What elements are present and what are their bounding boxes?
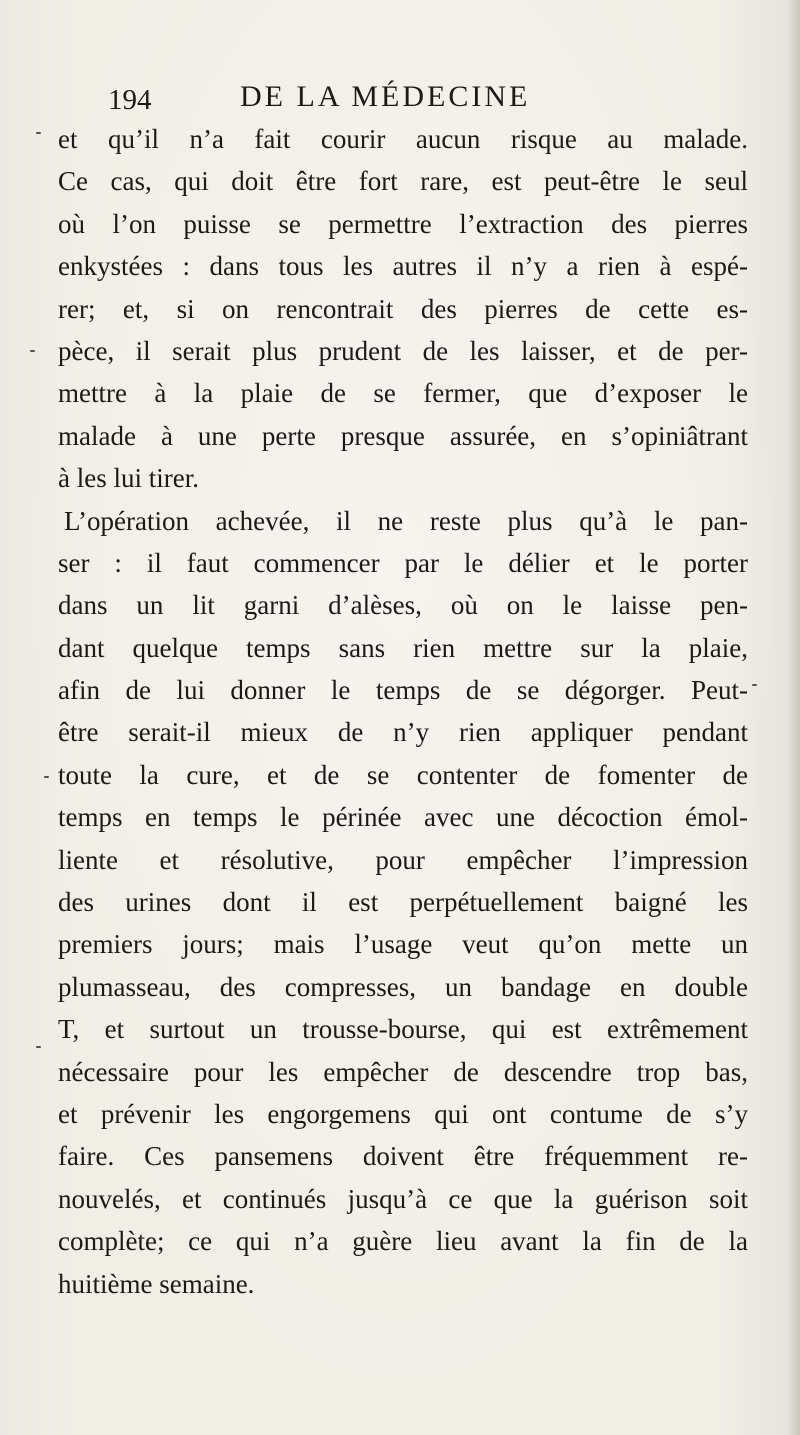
text-line: des urines dont il est perpétuellement baigné les	[58, 887, 748, 918]
text-line: premiers jours; mais l’usage veut qu’on mette un	[58, 929, 748, 960]
text-line: malade à une perte presque assurée, en s’opiniâtrant	[58, 420, 748, 451]
margin-speck	[752, 684, 757, 686]
text-line: rer; et, si on rencontrait des pierres de cette es-	[58, 293, 748, 324]
margin-speck	[36, 1046, 41, 1048]
text-line: dans un lit garni d’alèses, où on le laisse pen-	[58, 590, 748, 621]
text-line: être serait-il mieux de n’y rien appliquer pendant	[58, 717, 748, 748]
text-line: complète; ce qui n’a guère lieu avant la fin de la	[58, 1226, 748, 1257]
text-line: toute la cure, et de se contenter de fomenter de	[58, 759, 748, 790]
text-line: à les lui tirer.	[58, 463, 199, 494]
text-line: enkystées : dans tous les autres il n’y a rien à espé-	[58, 251, 748, 282]
page-edge-shadow	[786, 0, 800, 1435]
margin-speck	[44, 776, 49, 778]
text-line: huitième semaine.	[58, 1268, 255, 1299]
text-line: liente et résolutive, pour empêcher l’impression	[58, 844, 748, 875]
paragraph-start-line: L’opération achevée, il ne reste plus qu’à le pan-	[64, 505, 748, 536]
text-line: T, et surtout un trousse-bourse, qui est extrêmement	[58, 1014, 748, 1045]
text-line: pèce, il serait plus prudent de les laisser, et de per-	[58, 335, 748, 366]
text-line: nouvelés, et continués jusqu’à ce que la guérison soit	[58, 1183, 748, 1214]
running-title: DE LA MÉDECINE	[240, 80, 531, 113]
text-line: mettre à la plaie de se fermer, que d’exposer le	[58, 378, 748, 409]
page-number: 194	[108, 84, 152, 116]
margin-speck	[30, 350, 35, 352]
text-line: et prévenir les engorgemens qui ont contume de s’y	[58, 1098, 748, 1129]
body-text	[58, 118, 748, 1305]
text-line: Ce cas, qui doit être fort rare, est peut-être le seul	[58, 166, 748, 197]
text-line: et qu’il n’a fait courir aucun risque au malade.	[58, 124, 748, 154]
text-line: ser : il faut commencer par le délier et le porter	[58, 547, 748, 578]
text-line: temps en temps le périnée avec une décoction émol-	[58, 802, 748, 833]
text-line: afin de lui donner le temps de se dégorger. Peut-	[58, 675, 748, 706]
margin-speck	[36, 132, 41, 134]
text-line: faire. Ces pansemens doivent être fréquemment re-	[58, 1141, 748, 1172]
running-head	[108, 78, 728, 122]
text-line: où l’on puisse se permettre l’extraction des pierres	[58, 208, 748, 239]
text-line: plumasseau, des compresses, un bandage en double	[58, 971, 748, 1002]
text-line: dant quelque temps sans rien mettre sur la plaie,	[58, 632, 748, 663]
text-line: nécessaire pour les empêcher de descendre trop bas,	[58, 1056, 748, 1087]
